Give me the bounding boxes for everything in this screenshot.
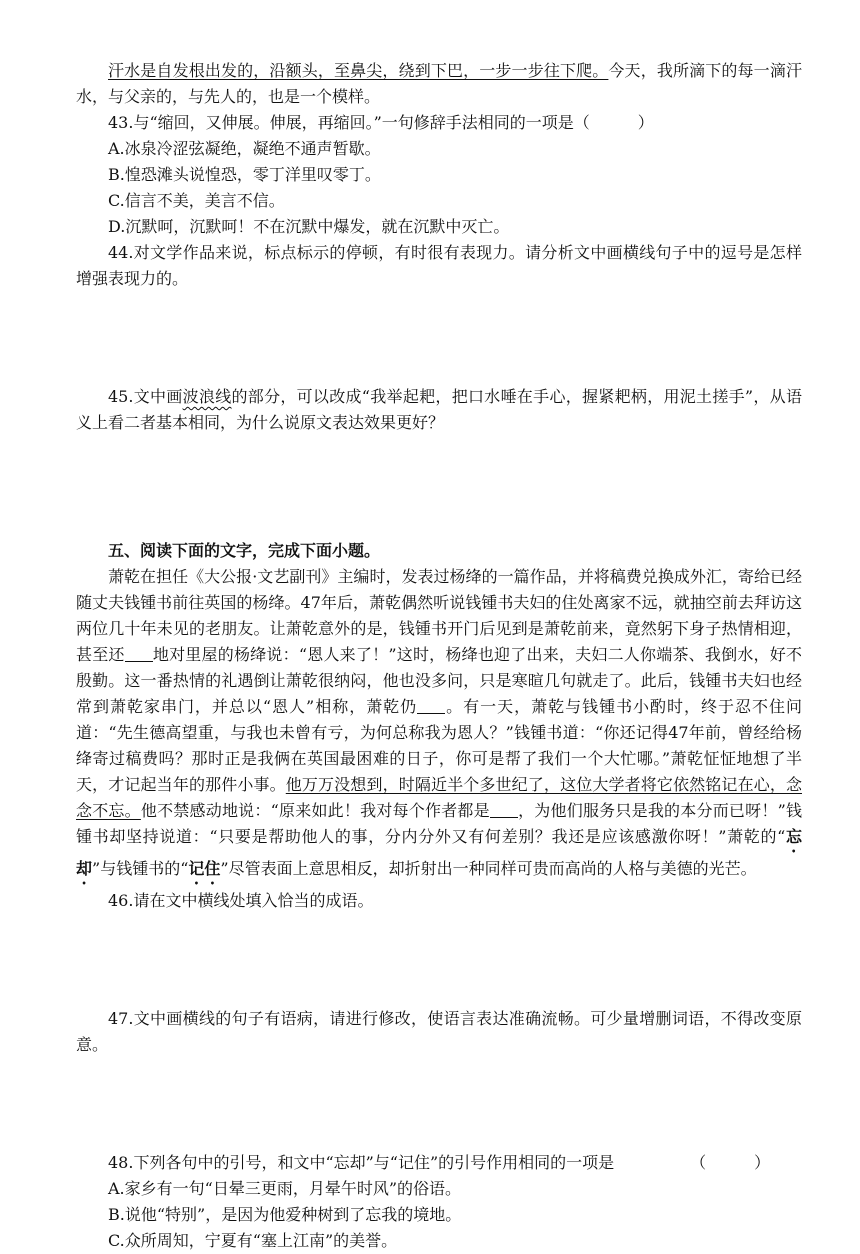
document-page bbox=[76, 58, 802, 1254]
answer-space bbox=[76, 436, 802, 528]
fill-blank bbox=[417, 695, 445, 714]
passage-text: 他不禁感动地说：“原来如此！我对每个作者都是 bbox=[140, 801, 490, 820]
passage-text: ，为他们服务只是我的本分而已呀！”钱锺书却坚持说道：“只要是帮助他人的事，分内分外又有何差别？我还是应该感激你呀！”萧乾的“ bbox=[76, 801, 802, 846]
q43-stem: 43.与“缩回，又伸展。伸展，再缩回。”一句修辞手法相同的一项是（ ） bbox=[108, 113, 654, 132]
fill-blank bbox=[125, 643, 153, 662]
passage-text: ”与钱锺书的“ bbox=[92, 859, 189, 878]
underlined-sentence: 他万万没想到，时隔近半个多世纪了，这位大学者将它依然铭记在心，念念不忘。 bbox=[76, 775, 802, 820]
passage-text: 萧乾在担任《大公报·文艺副刊》主编时，发表过杨绛的一篇作品，并将稿费兑换成外汇，寄给已经随丈夫钱锺书前往英国的杨绛。47年后，萧乾偶然听说钱锺书夫妇的住处离家不远，就抽空前去拜访这两位几十年未见的老朋友。让萧乾意外的是，钱锺书开门后见到是萧乾前来，竟然躬下身子热情相迎，甚至还 bbox=[76, 567, 802, 664]
passage-text: 地对里屋的杨绛说：“恩人来了！”这时，杨绛也迎了出来，夫妇二人你端茶、我倒水，好不殷勤。这一番热情的礼遇倒让萧乾很纳闷，他也没多问，只是寒暄几句就走了。此后，钱锺书夫妇也经常到萧乾家串门，并总以“恩人”相称，萧乾仍 bbox=[76, 645, 802, 716]
section-title: 五、阅读下面的文字，完成下面小题。 bbox=[108, 541, 381, 560]
fill-blank bbox=[490, 799, 518, 818]
q47-stem: 47.文中画横线的句子有语病，请进行修改，使语言表达准确流畅。可少量增删词语，不得改变原意。 bbox=[76, 1009, 802, 1054]
answer-space bbox=[76, 914, 802, 1006]
q48-text: 48.下列各句中的引号，和文中“忘却”与“记住”的引号作用相同的一项是 bbox=[108, 1153, 615, 1172]
q48-stem bbox=[76, 1150, 802, 1176]
underlined-sentence: 汗水是自发根出发的，沿额头，至鼻尖，绕到下巴，一步一步往下爬。 bbox=[108, 61, 609, 80]
passage-text: ”尽管表面上意思相反，却折射出一种同样可贵而高尚的人格与美德的光芒。 bbox=[220, 859, 757, 878]
paragraph-text: 今天，我所滴下的每一滴汗水，与父亲的，与先人的，也是一个模样。 bbox=[76, 61, 802, 106]
q43-option-a: A.冰泉冷涩弦凝绝，凝绝不通声暂歇。 bbox=[108, 139, 381, 158]
q43-option-d: D.沉默呵，沉默呵！不在沉默中爆发，就在沉默中灭亡。 bbox=[108, 217, 510, 236]
q43-option-b: B.惶恐滩头说惶恐，零丁洋里叹零丁。 bbox=[108, 165, 381, 184]
emphasized-word-forget: 忘却 bbox=[76, 827, 802, 878]
passage-text: 。有一天，萧乾与钱锺书小酌时，终于忍不住问道：“先生德高望重，与我也未曾有亏，为何总称我为恩人？”钱锺书道：“你还记得47年前，曾经给杨绛寄过稿费吗？那时正是我俩在英国最困难的日子，你可是帮了我们一个大忙哪。”萧乾怔怔地想了半天，才记起当年的那件小事。 bbox=[76, 697, 802, 794]
top-paragraph bbox=[76, 58, 802, 110]
reading-passage bbox=[76, 564, 802, 888]
wavy-underline-word: 波浪线 bbox=[182, 387, 232, 406]
q44-stem: 44.对文学作品来说，标点标示的停顿，有时很有表现力。请分析文中画横线句子中的逗号是怎样增强表现力的。 bbox=[76, 243, 802, 288]
q45-text: 45.文中画 bbox=[108, 387, 183, 406]
q43-option-c: C.信言不美，美言不信。 bbox=[108, 191, 285, 210]
q46-stem: 46.请在文中横线处填入恰当的成语。 bbox=[108, 891, 374, 910]
q48-option-c: C.众所周知，宁夏有“塞上江南”的美誉。 bbox=[108, 1231, 398, 1250]
emphasized-word-remember: 记住 bbox=[188, 859, 221, 878]
answer-space bbox=[76, 292, 802, 384]
answer-bracket: （ ） bbox=[690, 1153, 771, 1172]
q48-option-b: B.说他“特别”，是因为他爱种树到了忘我的境地。 bbox=[108, 1205, 462, 1224]
q45-text: 的部分，可以改成“我举起耙，把口水唾在手心，握紧耙柄，用泥土搓手”，从语义上看二者基本相同，为什么说原文表达效果更好？ bbox=[76, 387, 802, 432]
answer-space bbox=[76, 1058, 802, 1150]
q48-option-a: A.家乡有一句“日晕三更雨，月晕午时风”的俗语。 bbox=[108, 1179, 462, 1198]
q45-stem bbox=[76, 384, 802, 436]
